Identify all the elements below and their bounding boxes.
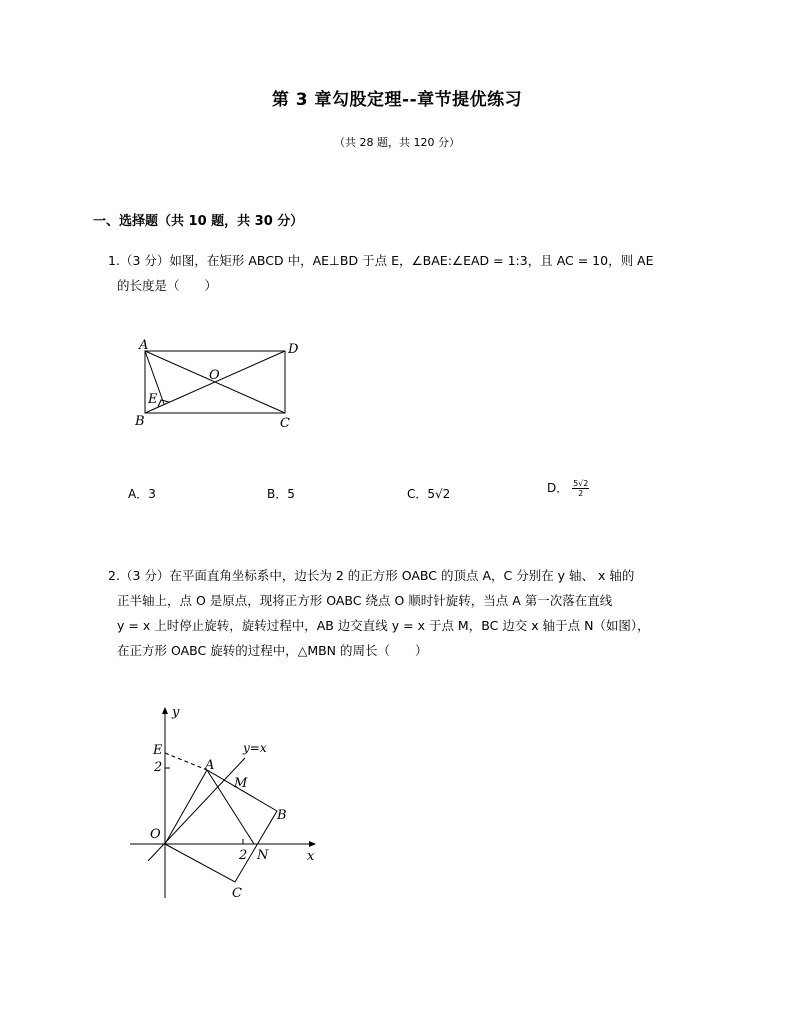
question-2-number: 2. <box>108 568 120 583</box>
question-2-text-line1: 在平面直角坐标系中，边长为 2 的正方形 OABC 的顶点 A，C 分别在 y 轴、 x 轴的 <box>169 568 635 583</box>
fig2-label-o: O <box>150 827 161 842</box>
fig1-label-e: E <box>148 392 158 407</box>
option-d-letter: D． <box>547 481 569 495</box>
fig2-label-two-x: 2 <box>239 848 248 863</box>
question-2-text-line4: 在正方形 OABC 旋转的过程中，△MBN 的周长（ ） <box>117 643 428 658</box>
section-heading: 一、选择题（共 10 题，共 30 分） <box>93 214 304 229</box>
option-c-value: 5√2 <box>427 487 451 501</box>
question-1-text-line2: 的长度是（ ） <box>117 278 218 293</box>
fig2-label-two-y: 2 <box>154 760 163 775</box>
question-1-number: 1. <box>108 253 120 268</box>
option-d-denominator: 2 <box>578 489 584 498</box>
question-2-text-line2: 正半轴上，点 O 是原点，现将正方形 OABC 绕点 O 顺时针旋转，当点 A 第一次落在直线 <box>117 593 613 608</box>
fig2-label-x-axis: x <box>307 849 315 864</box>
question-2 <box>108 563 708 663</box>
fig2-label-a: A <box>205 758 215 773</box>
option-a-letter: A． <box>128 487 149 501</box>
question-2-text-line3: y = x 上时停止旋转，旋转过程中，AB 边交直线 y = x 于点 M，BC 边交 x 轴于点 N（如图）， <box>117 618 650 633</box>
fig1-label-d: D <box>288 342 299 357</box>
fig1-label-b: B <box>135 414 145 429</box>
fig1-label-c: C <box>280 416 290 431</box>
fig2-label-line: y=x <box>243 741 267 755</box>
page-title: 第 3 章勾股定理--章节提优练习 <box>271 90 523 110</box>
question-1 <box>108 248 708 298</box>
fig2-label-c: C <box>232 886 242 901</box>
fig2-label-b: B <box>277 808 287 823</box>
option-b-value: 5 <box>287 487 295 501</box>
fig2-label-y-axis: y <box>172 705 180 720</box>
fig2-label-e: E <box>153 743 163 758</box>
option-c-letter: C． <box>407 487 428 501</box>
option-a[interactable] <box>128 485 156 502</box>
option-d-numerator: 5√2 <box>573 479 589 488</box>
option-c[interactable] <box>407 485 450 502</box>
option-a-value: 3 <box>148 487 156 501</box>
option-d-fraction <box>572 479 589 498</box>
fig2-label-m: M <box>234 776 248 791</box>
option-d[interactable] <box>547 479 589 498</box>
option-b[interactable] <box>267 485 295 502</box>
option-b-letter: B． <box>267 487 288 501</box>
question-2-figure <box>125 698 335 903</box>
question-2-score: （3 分） <box>119 568 170 583</box>
fig2-label-n: N <box>257 848 269 863</box>
question-1-figure <box>128 333 308 433</box>
question-1-score: （3 分） <box>119 253 170 268</box>
fig1-label-a: A <box>139 338 149 353</box>
page-subtitle: （共 28 题，共 120 分） <box>334 136 460 149</box>
fig1-label-o: O <box>209 368 220 383</box>
question-1-text-line1: 如图，在矩形 ABCD 中，AE⊥BD 于点 E，∠BAE:∠EAD = 1:3，且 AC = 10，则 AE <box>169 253 654 268</box>
